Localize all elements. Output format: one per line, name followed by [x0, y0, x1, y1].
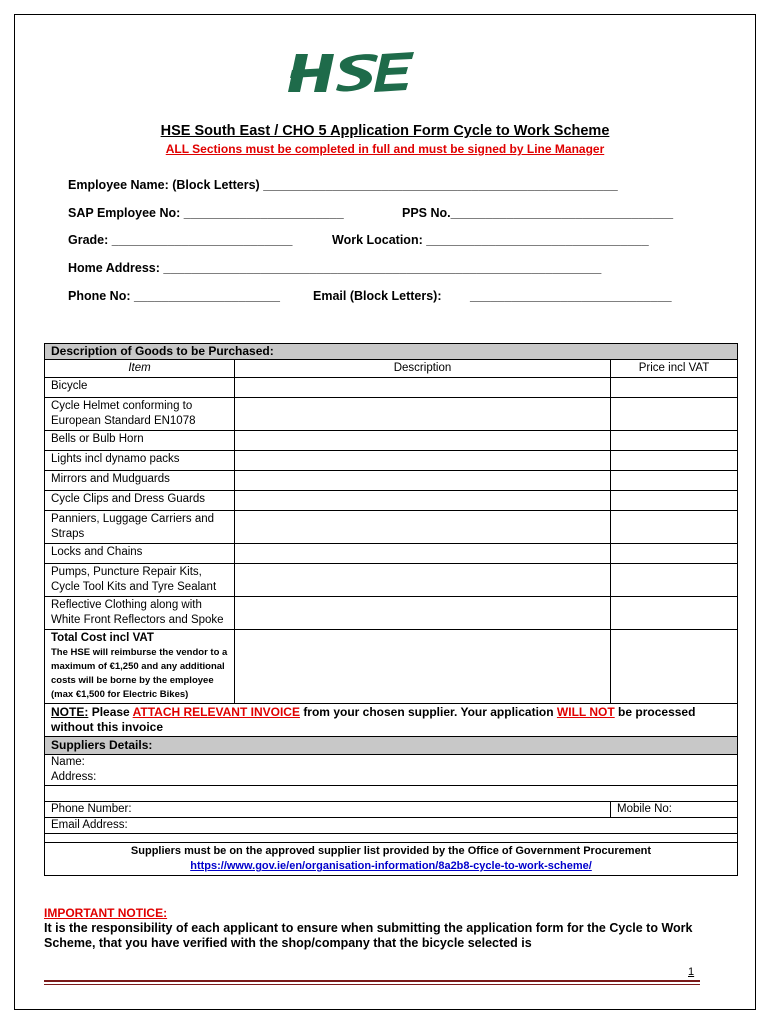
approved-supplier-text: Suppliers must be on the approved supplier list provided by the Office of Government Procurement: [130, 845, 652, 857]
item-label: Reflective Clothing along with White Front Reflectors and Spoke: [45, 597, 235, 630]
price-cell[interactable]: [611, 398, 738, 431]
col-header-description: Description: [235, 360, 611, 378]
phone-no-field[interactable]: Phone No: _____________________: [68, 289, 280, 303]
supplier-name-label: Name:: [51, 756, 85, 768]
description-cell[interactable]: [235, 544, 611, 564]
sap-employee-no-field[interactable]: SAP Employee No: _______________________: [68, 206, 344, 220]
will-not-text: WILL NOT: [556, 705, 615, 719]
supplier-phone-label: Phone Number:: [51, 803, 132, 815]
price-cell[interactable]: [611, 451, 738, 471]
description-cell[interactable]: [235, 471, 611, 491]
description-cell[interactable]: [235, 451, 611, 471]
description-cell[interactable]: [235, 564, 611, 597]
table-row: [45, 544, 738, 564]
approved-supplier-link[interactable]: https://www.gov.ie/en/organisation-information/8a2b8-cycle-to-work-scheme/: [190, 860, 592, 872]
description-cell[interactable]: [235, 597, 611, 630]
table-row: [45, 491, 738, 511]
total-label: Total Cost incl VAT: [51, 632, 154, 644]
price-cell[interactable]: [611, 597, 738, 630]
note-part2: from your chosen supplier. Your application: [303, 705, 554, 719]
page-number: 1: [688, 966, 695, 978]
item-label: Bells or Bulb Horn: [45, 431, 235, 451]
goods-table: [44, 343, 738, 876]
email-label: Email (Block Letters):: [313, 289, 442, 303]
price-cell[interactable]: [611, 564, 738, 597]
description-cell[interactable]: [235, 511, 611, 544]
item-label: Bicycle: [45, 378, 235, 398]
price-cell[interactable]: [611, 491, 738, 511]
footer-rule-thin: [44, 984, 700, 985]
supplier-name-field[interactable]: [45, 755, 738, 786]
table-row: [45, 564, 738, 597]
note-row: [45, 704, 738, 737]
col-header-item: Item: [45, 360, 235, 378]
important-notice-title: IMPORTANT NOTICE:: [44, 906, 168, 920]
description-cell[interactable]: [235, 491, 611, 511]
total-cell: [45, 630, 235, 704]
invoice-note: [45, 704, 738, 737]
attach-invoice-text: ATTACH RELEVANT INVOICE: [132, 705, 300, 719]
supplier-email-field[interactable]: [45, 818, 738, 834]
table-row: [45, 451, 738, 471]
table-row: [45, 431, 738, 451]
pps-no-field[interactable]: PPS No.________________________________: [402, 206, 674, 220]
price-cell[interactable]: [611, 471, 738, 491]
col-header-price: Price incl VAT: [611, 360, 738, 378]
footer-rule: [44, 980, 700, 982]
total-description-cell[interactable]: [235, 630, 611, 704]
supplier-email-label: Email Address:: [51, 819, 128, 831]
home-address-field[interactable]: Home Address: _______________________________________________________________: [68, 261, 602, 275]
table-row: [45, 511, 738, 544]
grade-field[interactable]: Grade: __________________________: [68, 233, 293, 247]
total-row: [45, 630, 738, 704]
hse-logo: [278, 48, 418, 98]
approved-supplier-note: [45, 843, 738, 876]
work-location-field[interactable]: Work Location: ________________________________: [332, 233, 649, 247]
item-label: Pumps, Puncture Repair Kits, Cycle Tool Kits and Tyre Sealant: [45, 564, 235, 597]
description-cell[interactable]: [235, 431, 611, 451]
item-label: Lights incl dynamo packs: [45, 451, 235, 471]
price-cell[interactable]: [611, 511, 738, 544]
table-row: [45, 597, 738, 630]
description-cell[interactable]: [235, 378, 611, 398]
form-title: HSE South East / CHO 5 Application Form Cycle to Work Scheme: [160, 123, 610, 139]
table-row: [45, 398, 738, 431]
supplier-mobile-field[interactable]: [611, 802, 738, 818]
suppliers-heading: Suppliers Details:: [45, 737, 738, 755]
employee-name-field[interactable]: Employee Name: (Block Letters) ___________________________________________________: [68, 178, 618, 192]
form-subtitle: ALL Sections must be completed in full and must be signed by Line Manager: [165, 142, 605, 156]
reimburse-note: The HSE will reimburse the vendor to a maximum of €1,250 and any additional costs will be borne by the employee (max €1,500 for Electric Bikes): [51, 647, 228, 700]
item-label: Cycle Clips and Dress Guards: [45, 491, 235, 511]
description-cell[interactable]: [235, 398, 611, 431]
price-cell[interactable]: [611, 431, 738, 451]
total-price-cell[interactable]: [611, 630, 738, 704]
item-label: Mirrors and Mudguards: [45, 471, 235, 491]
price-cell[interactable]: [611, 544, 738, 564]
note-label: NOTE:: [51, 705, 89, 719]
goods-section-label: Description of Goods to be Purchased:: [45, 344, 738, 360]
email-field[interactable]: _____________________________: [470, 289, 672, 303]
spacer-row: [45, 834, 738, 843]
price-cell[interactable]: [611, 378, 738, 398]
item-label: Locks and Chains: [45, 544, 235, 564]
important-notice-body: It is the responsibility of each applicant to ensure when submitting the application form for the Cycle to Work Scheme, that you have verified with the shop/company that the bicycle selected is: [44, 921, 693, 950]
supplier-address-line[interactable]: [45, 786, 738, 802]
note-part1: Please: [91, 705, 130, 719]
supplier-phone-field[interactable]: [45, 802, 611, 818]
supplier-address-label: Address:: [51, 771, 97, 783]
note-part3: be processed without this invoice: [51, 705, 696, 734]
item-label: Cycle Helmet conforming to European Standard EN1078: [45, 398, 235, 431]
table-row: [45, 378, 738, 398]
supplier-mobile-label: Mobile No:: [617, 803, 672, 815]
item-label: Panniers, Luggage Carriers and Straps: [45, 511, 235, 544]
table-row: [45, 471, 738, 491]
